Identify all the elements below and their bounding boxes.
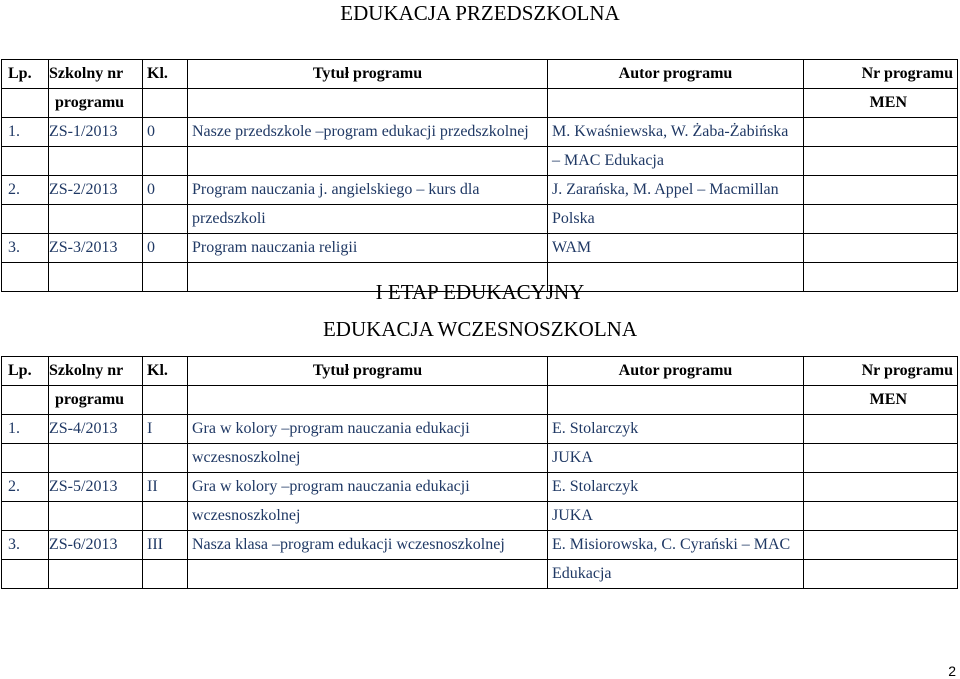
preschool-programs-table [1, 59, 958, 292]
program-code-cell: ZS-3/2013 [49, 234, 143, 263]
col-szkolny-nr-header-line2: programu [49, 386, 143, 415]
table-row-continuation [2, 205, 958, 234]
men-number-cell [804, 118, 958, 147]
table-row [2, 118, 958, 147]
program-title-cell-line2 [188, 560, 548, 589]
empty-cell [2, 560, 49, 589]
program-code-cell: ZS-4/2013 [49, 415, 143, 444]
table-row-continuation [2, 502, 958, 531]
table-header-row [2, 89, 958, 118]
program-title-cell-line2 [188, 147, 548, 176]
table-row [2, 415, 958, 444]
table-header-row [2, 386, 958, 415]
row-number-cell: 1. [2, 118, 49, 147]
table-row [2, 234, 958, 263]
program-code-cell: ZS-2/2013 [49, 176, 143, 205]
empty-cell [49, 502, 143, 531]
row-number-cell: 3. [2, 234, 49, 263]
empty-cell [49, 147, 143, 176]
empty-cell [49, 560, 143, 589]
men-number-cell [804, 176, 958, 205]
program-author-cell-line2: JUKA [548, 502, 804, 531]
program-title-cell-line2: wczesnoszkolnej [188, 444, 548, 473]
empty-cell [143, 560, 188, 589]
class-cell: I [143, 415, 188, 444]
program-title-cell: Gra w kolory –program nauczania edukacji [188, 415, 548, 444]
program-code-cell: ZS-1/2013 [49, 118, 143, 147]
class-cell: 0 [143, 176, 188, 205]
empty-cell [2, 502, 49, 531]
empty-cell [804, 205, 958, 234]
col-lp-header: Lp. [2, 60, 49, 89]
empty-cell [804, 147, 958, 176]
col-nr-header-line2: MEN [804, 386, 958, 415]
men-number-cell [804, 234, 958, 263]
program-author-cell: J. Zarańska, M. Appel – Macmillan [548, 176, 804, 205]
program-author-cell: E. Misiorowska, C. Cyrański – MAC [548, 531, 804, 560]
program-author-cell-line2: JUKA [548, 444, 804, 473]
men-number-cell [804, 531, 958, 560]
empty-cell [143, 147, 188, 176]
program-code-cell: ZS-5/2013 [49, 473, 143, 502]
col-lp-header: Lp. [2, 357, 49, 386]
col-szkolny-nr-header: Szkolny nr [49, 357, 143, 386]
section-title: EDUKACJA WCZESNOSZKOLNA [322, 317, 638, 341]
class-cell: III [143, 531, 188, 560]
program-author-cell-line2: Polska [548, 205, 804, 234]
empty-cell [143, 205, 188, 234]
table-row [2, 531, 958, 560]
col-szkolny-nr-header: Szkolny nr [49, 60, 143, 89]
table-row-continuation [2, 444, 958, 473]
col-nr-header: Nr programu [804, 357, 958, 386]
empty-cell [804, 560, 958, 589]
empty-cell [49, 205, 143, 234]
page-title: EDUKACJA PRZEDSZKOLNA [340, 1, 620, 25]
program-title-cell: Program nauczania religii [188, 234, 548, 263]
row-number-cell: 2. [2, 473, 49, 502]
table-row [2, 473, 958, 502]
table-row-continuation [2, 560, 958, 589]
empty-cell [804, 444, 958, 473]
table-row-continuation [2, 147, 958, 176]
empty-cell [2, 147, 49, 176]
col-nr-header: Nr programu [804, 60, 958, 89]
table-header-row [2, 357, 958, 386]
class-cell: 0 [143, 118, 188, 147]
col-kl-header: Kl. [143, 60, 188, 89]
program-title-cell: Nasza klasa –program edukacji wczesnoszkolnej [188, 531, 548, 560]
empty-cell [804, 502, 958, 531]
class-cell: II [143, 473, 188, 502]
program-title-cell: Gra w kolory –program nauczania edukacji [188, 473, 548, 502]
col-kl-header: Kl. [143, 357, 188, 386]
program-author-cell-line2: Edukacja [548, 560, 804, 589]
row-number-cell: 1. [2, 415, 49, 444]
page-number: 2 [948, 663, 956, 679]
row-number-cell: 3. [2, 531, 49, 560]
empty-cell [2, 205, 49, 234]
col-autor-header: Autor programu [548, 60, 804, 89]
empty-cell [49, 444, 143, 473]
col-autor-header: Autor programu [548, 357, 804, 386]
men-number-cell [804, 473, 958, 502]
program-author-cell: E. Stolarczyk [548, 473, 804, 502]
program-code-cell: ZS-6/2013 [49, 531, 143, 560]
empty-cell [143, 502, 188, 531]
program-author-cell: WAM [548, 234, 804, 263]
men-number-cell [804, 415, 958, 444]
class-cell: 0 [143, 234, 188, 263]
row-number-cell: 2. [2, 176, 49, 205]
table-row [2, 176, 958, 205]
program-author-cell: M. Kwaśniewska, W. Żaba-Żabińska [548, 118, 804, 147]
program-title-cell: Nasze przedszkole –program edukacji przedszkolnej [188, 118, 548, 147]
col-tytul-header: Tytuł programu [188, 60, 548, 89]
program-author-cell: E. Stolarczyk [548, 415, 804, 444]
program-author-cell-line2: – MAC Edukacja [548, 147, 804, 176]
program-title-cell: Program nauczania j. angielskiego – kurs dla [188, 176, 548, 205]
col-tytul-header: Tytuł programu [188, 357, 548, 386]
program-title-cell-line2: wczesnoszkolnej [188, 502, 548, 531]
empty-cell [143, 444, 188, 473]
stage-title: I ETAP EDUKACYJNY [375, 280, 585, 304]
empty-cell [2, 444, 49, 473]
table-header-row [2, 60, 958, 89]
program-title-cell-line2: przedszkoli [188, 205, 548, 234]
early-school-programs-table [1, 356, 958, 589]
col-szkolny-nr-header-line2: programu [49, 89, 143, 118]
col-nr-header-line2: MEN [804, 89, 958, 118]
